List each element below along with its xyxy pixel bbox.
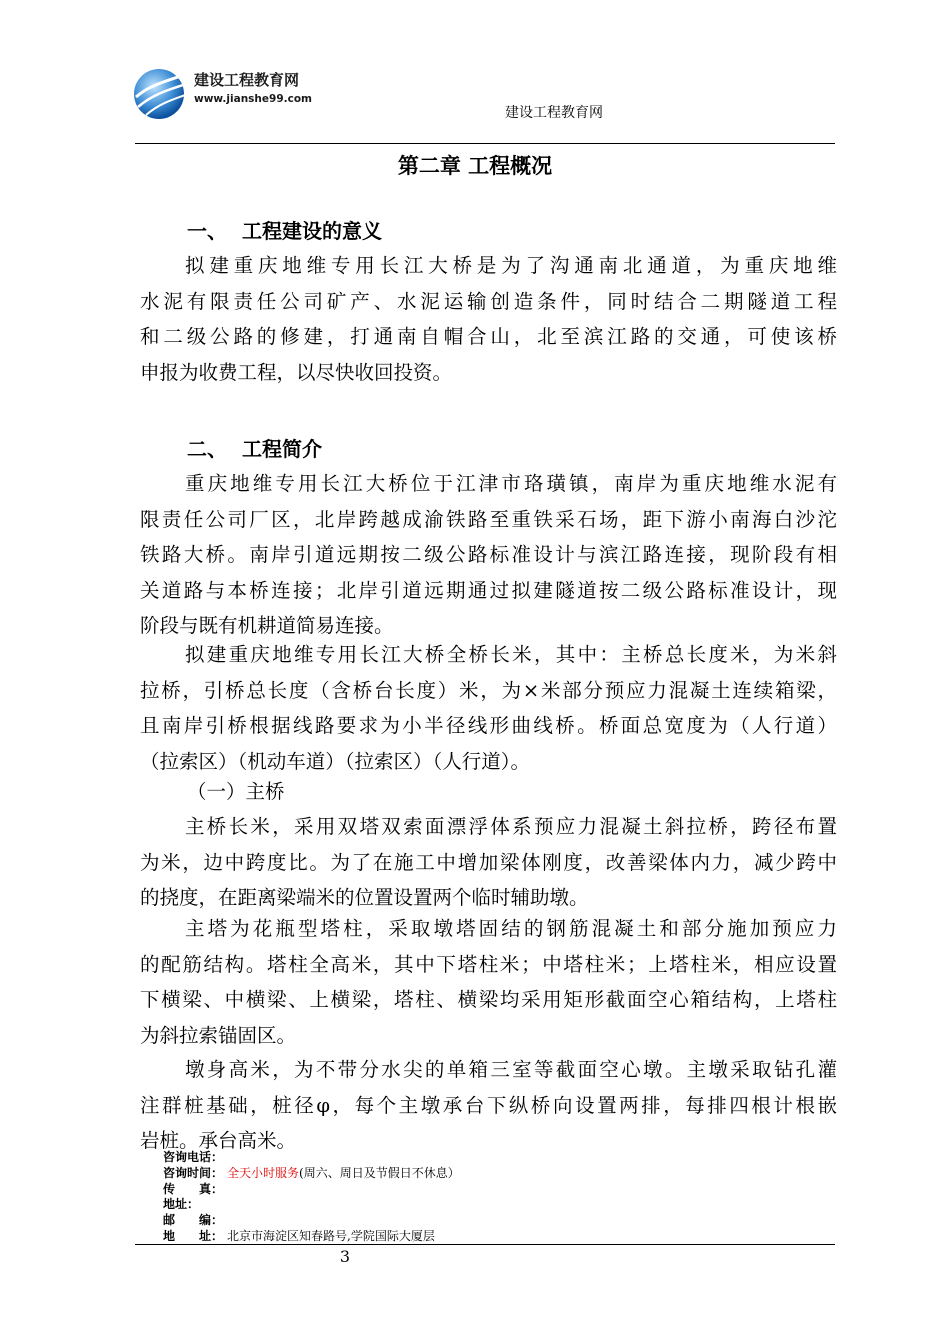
text-line: 且南岸引桥根据线路要求为小半径线形曲线桥。桥面总宽度为（人行道）	[140, 714, 837, 738]
text-line: 限责任公司厂区，北岸跨越成渝铁路至重铁采石场，距下游小南海白沙沱	[140, 507, 837, 531]
section-heading-2	[187, 433, 322, 462]
logo-url: www.jianshe99.com	[194, 93, 313, 105]
address-value: 北京市海淀区知春路号,学院国际大厦层	[227, 1228, 435, 1243]
paragraph-main-bridge	[140, 809, 837, 916]
section-title: 工程简介	[242, 437, 322, 461]
logo-name: 建设工程教育网	[194, 71, 300, 89]
text-line: 和二级公路的修建，打通南自帽合山，北至滨江路的交通，可使该桥	[140, 325, 837, 349]
text-line: 岩桩。承台高米。	[140, 1129, 297, 1153]
phone-label: 咨询电话：	[163, 1150, 224, 1164]
hours-label: 咨询时间：	[163, 1165, 224, 1180]
text-line: 注群桩基础，桩径φ，每个主墩承台下纵桥向设置两排，每排四根计根嵌	[140, 1093, 837, 1117]
paragraph-tower	[140, 911, 837, 1053]
address-label: 地 址：	[163, 1228, 224, 1243]
page-number: 3	[339, 1247, 351, 1266]
addr-label: 地址：	[163, 1197, 200, 1212]
paragraph-location	[140, 466, 837, 644]
text-line: 拟建重庆地维专用长江大桥是为了沟通南北通道，为重庆地维	[185, 254, 837, 277]
subsection-heading: （一）主桥	[187, 780, 285, 803]
hours-highlight: 全天小时服务	[227, 1165, 300, 1180]
text-line: 重庆地维专用长江大桥位于江津市珞璜镇，南岸为重庆地维水泥有	[185, 472, 837, 495]
text-line: 主桥长米，采用双塔双索面漂浮体系预应力混凝土斜拉桥，跨径布置	[185, 815, 837, 838]
paragraph-overview	[140, 637, 837, 779]
text-line: 为斜拉索锚固区。	[140, 1023, 297, 1047]
text-line: 申报为收费工程，以尽快收回投资。	[140, 360, 453, 384]
header-site-name: 建设工程教育网	[505, 105, 603, 121]
contact-info	[163, 1150, 460, 1245]
section-number: 二、	[187, 437, 227, 461]
section-number: 一、	[187, 219, 227, 243]
text-line: 拉桥，引桥总长度（含桥台长度）米，为×米部分预应力混凝土连续箱梁，	[140, 678, 837, 702]
text-line: 为米，边中跨度比。为了在施工中增加梁体刚度，改善梁体内力，减少跨中	[140, 850, 837, 874]
paragraph-significance	[140, 248, 837, 390]
text-line: 下横梁、中横梁、上横梁，塔柱、横梁均采用矩形截面空心箱结构，上塔柱	[140, 988, 837, 1012]
text-line: 阶段与既有机耕道简易连接。	[140, 614, 394, 638]
zip-label: 邮 编：	[163, 1213, 224, 1228]
paragraph-pier	[140, 1052, 837, 1159]
header-divider	[135, 143, 835, 144]
text-line: 墩身高米，为不带分水尖的单箱三室等截面空心墩。主墩采取钻孔灌	[185, 1058, 837, 1081]
fax-label: 传 真：	[163, 1181, 224, 1196]
text-line: 主塔为花瓶型塔柱，采取墩塔固结的钢筋混凝土和部分施加预应力	[185, 917, 837, 940]
footer-divider	[135, 1244, 835, 1245]
text-line: 的挠度，在距离梁端米的位置设置两个临时辅助墩。	[140, 886, 589, 910]
site-logo	[132, 55, 322, 125]
text-line: 铁路大桥。南岸引道远期按二级公路标准设计与滨江路连接，现阶段有相	[140, 543, 837, 567]
chapter-title: 第二章 工程概况	[397, 154, 553, 178]
globe-icon	[132, 63, 190, 121]
text-line: 的配筋结构。塔柱全高米，其中下塔柱米；中塔柱米；上塔柱米，相应设置	[140, 952, 837, 976]
text-line: （拉索区）（机动车道）（拉索区）（人行道）。	[140, 749, 531, 773]
text-line: 拟建重庆地维专用长江大桥全桥长米，其中：主桥总长度米，为米斜	[185, 643, 837, 666]
section-title: 工程建设的意义	[242, 219, 382, 243]
text-line: 关道路与本桥连接；北岸引道远期通过拟建隧道按二级公路标准设计，现	[140, 578, 837, 602]
section-heading-1	[187, 215, 382, 244]
hours-note: (周六、周日及节假日不休息）	[299, 1165, 460, 1180]
text-line: 水泥有限责任公司矿产、水泥运输创造条件，同时结合二期隧道工程	[140, 289, 837, 313]
